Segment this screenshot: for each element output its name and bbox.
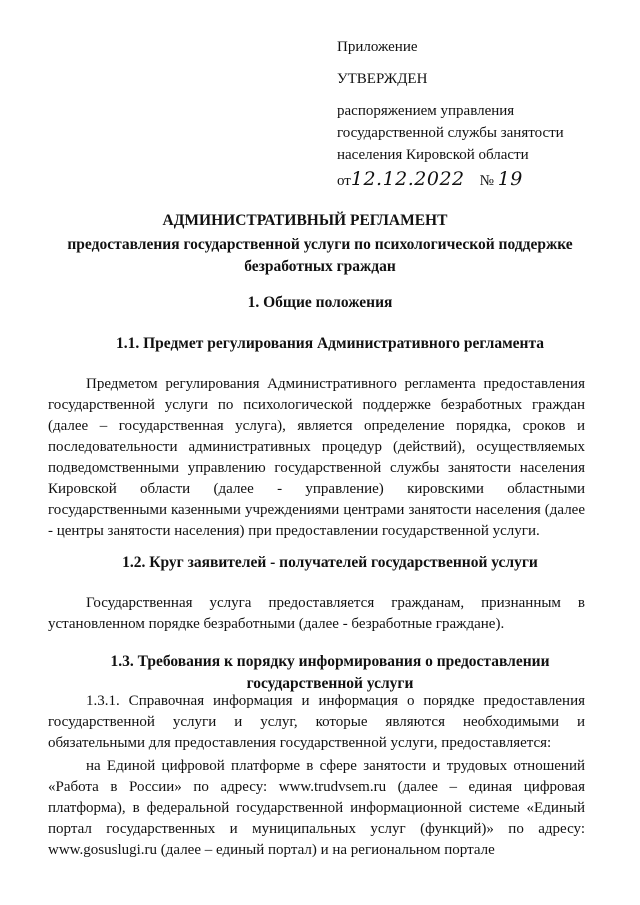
document-title bbox=[60, 210, 580, 278]
order-line-3: населения Кировской области bbox=[337, 147, 529, 163]
section-1-3-1-text: 1.3.1. Справочная информация и информация о порядке предоставления государственной услуги и услуг, которые являются необходимыми и обязательными для предоставления государственной услуги, предоставляется: bbox=[48, 693, 585, 751]
section-1-1-text: Предметом регулирования Административного регламента предоставления государственной услуги по психологической поддержке безработных граждан (далее – государственная услуга), является определение порядка, сроков и последовательности административных процедур (действий), осуществляемых подведомственными управлению государственной службы занятости населения Кировской области (далее - управление) кировскими областными государственными казенными учреждениями центрами занятости населения (далее - центры занятости населения) при предоставлении государственной услуги. bbox=[48, 376, 585, 539]
title-main: АДМИНИСТРАТИВНЫЙ РЕГЛАМЕНТ bbox=[162, 212, 448, 229]
date-number-line bbox=[337, 168, 607, 192]
section-1-2-heading: 1.2. Круг заявителей - получателей государственной услуги bbox=[122, 554, 538, 571]
order-line-2: государственной службы занятости bbox=[337, 125, 564, 141]
title-subtitle: предоставления государственной услуги по психологической поддержке безработных граждан bbox=[67, 236, 573, 275]
handwritten-date: 12.12.2022 bbox=[350, 168, 465, 190]
number-prefix: № bbox=[479, 173, 494, 189]
section-1-3-heading: 1.3. Требования к порядку информирования о предоставлении государственной услуги bbox=[110, 653, 550, 692]
date-prefix: от bbox=[337, 173, 351, 189]
approval-stamp-block bbox=[337, 36, 607, 192]
section-1-1-heading: 1.1. Предмет регулирования Административного регламента bbox=[115, 335, 545, 352]
order-line-1: распоряжением управления bbox=[337, 103, 515, 119]
section-1-heading: 1. Общие положения bbox=[247, 294, 393, 311]
section-1-2-text: Государственная услуга предоставляется гражданам, признанным в установленном порядке безработными (далее - безработные граждане). bbox=[48, 595, 585, 632]
approved-label: УТВЕРЖДЕН bbox=[337, 71, 428, 87]
section-1-3-2-text: на Единой цифровой платформе в сфере занятости и трудовых отношений «Работа в России» по адресу: www.trudvsem.ru (далее – единая цифровая платформа), в федеральной государственной информационной системе «Единый портал государственных и муниципальных услуг (функций)» по адресу: www.gosuslugi.ru (далее – единый портал) и на региональном портале bbox=[48, 758, 585, 858]
handwritten-number: 19 bbox=[497, 168, 523, 190]
appendix-label: Приложение bbox=[337, 39, 418, 55]
